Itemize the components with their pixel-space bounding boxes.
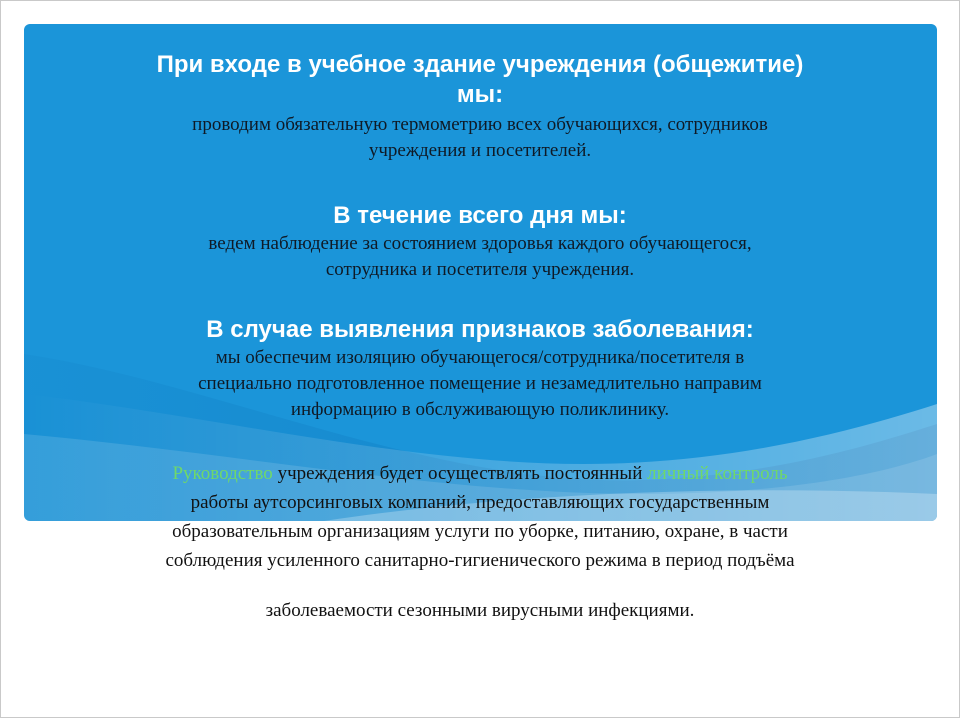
- text-management-line1: [0, 459, 960, 488]
- text-daytime-line2: сотрудника и посетителя учреждения.: [325, 259, 635, 280]
- heading-daytime: В течение всего дня мы:: [333, 202, 627, 229]
- text-management-line4: соблюдения усиленного санитарно-гигиенического режима в период подъёма: [165, 550, 795, 571]
- text-management-line2: работы аутсорсинговых компаний, предоставляющих государственным: [190, 492, 770, 513]
- text-management-line3: образовательным организациям услуги по уборке, питанию, охране, в части: [172, 521, 788, 542]
- text-illness-line1: мы обеспечим изоляцию обучающегося/сотрудника/посетителя в: [215, 347, 745, 368]
- section-management: [0, 459, 960, 575]
- heading-entrance-line2: мы:: [456, 81, 504, 108]
- text-illness-line3: информацию в обслуживающую поликлинику.: [290, 399, 670, 420]
- section-entrance: [0, 50, 960, 164]
- highlight-personal-control: личный контроль: [647, 463, 788, 484]
- text-management-mid: учреждения будет осуществлять постоянный: [272, 463, 648, 484]
- text-illness-line2: специально подготовленное помещение и незамедлительно направим: [198, 373, 762, 394]
- section-daytime: [0, 201, 960, 283]
- text-management-line5: заболеваемости сезонными вирусными инфекциями.: [265, 600, 695, 621]
- text-daytime-line1: ведем наблюдение за состоянием здоровья каждого обучающегося,: [208, 233, 752, 254]
- text-entrance-line1: проводим обязательную термометрию всех обучающихся, сотрудников: [192, 114, 768, 135]
- highlight-management: Руководство: [172, 463, 273, 484]
- text-entrance-line2: учреждения и посетителей.: [368, 140, 592, 161]
- heading-illness: В случае выявления признаков заболевания:: [206, 316, 754, 343]
- heading-entrance-line1: При входе в учебное здание учреждения (общежитие): [156, 51, 804, 78]
- section-illness: [0, 315, 960, 423]
